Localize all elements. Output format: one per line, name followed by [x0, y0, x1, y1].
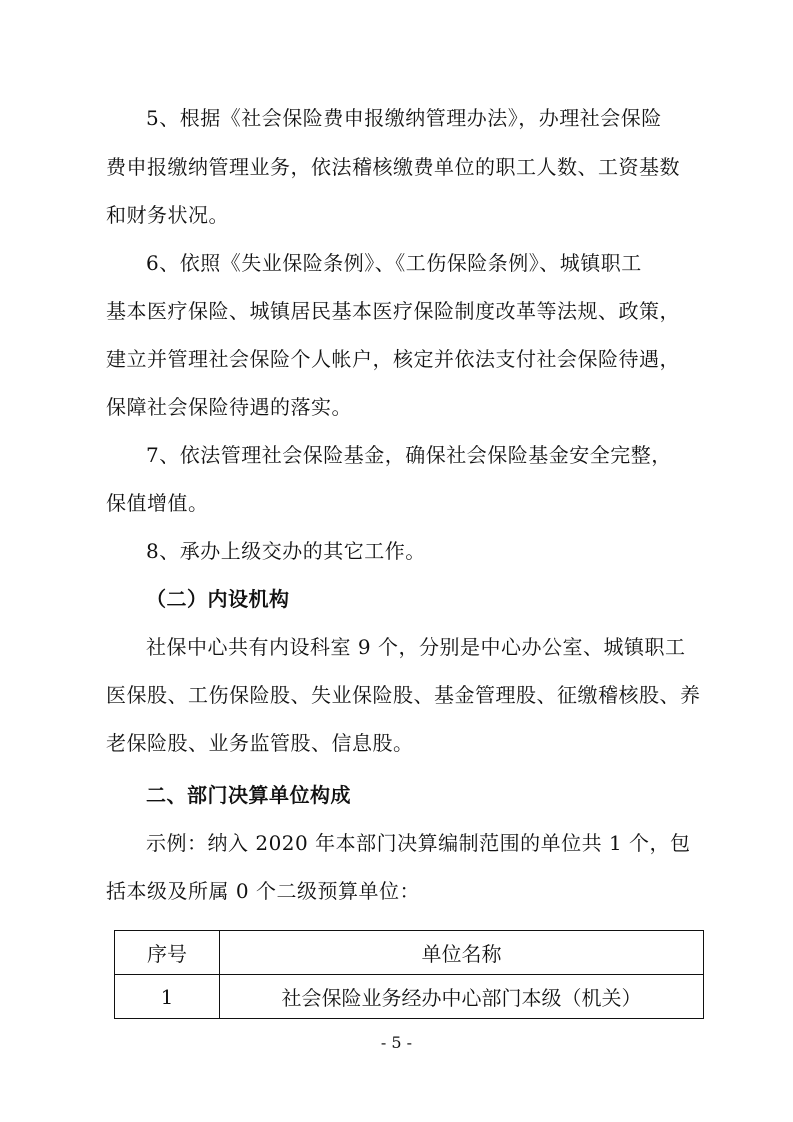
part-heading-unit-composition: 二、部门决算单位构成: [146, 783, 351, 807]
item-5-line-3: 和财务状况。: [106, 203, 229, 227]
section-2-line-2: 医保股、工伤保险股、失业保险股、基金管理股、征缴稽核股、养: [106, 683, 701, 707]
item-5-line-2: 费申报缴纳管理业务，依法稽核缴费单位的职工人数、工资基数: [106, 155, 680, 179]
page-number: - 5 -: [380, 1033, 413, 1052]
cell-unit-name: 社会保险业务经办中心部门本级（机关）: [220, 975, 704, 1019]
section-2-line-1: 社保中心共有内设科室 9 个，分别是中心办公室、城镇职工: [146, 635, 686, 659]
units-table: [114, 930, 704, 1019]
item-6-line-1: 6、依照《失业保险条例》、《工伤保险条例》、城镇职工: [146, 251, 642, 275]
item-8-line-1: 8、承办上级交办的其它工作。: [146, 539, 426, 563]
section-2-line-3: 老保险股、业务监管股、信息股。: [106, 731, 414, 755]
section-heading-internal-structure: （二）内设机构: [146, 587, 290, 611]
header-serial-number: 序号: [115, 931, 220, 975]
table-row: [115, 975, 704, 1019]
item-6-line-4: 保障社会保险待遇的落实。: [106, 395, 352, 419]
item-7-line-2: 保值增值。: [106, 491, 209, 515]
part-2-line-2: 括本级及所属 0 个二级预算单位：: [106, 879, 420, 903]
cell-serial-number: 1: [115, 975, 220, 1019]
item-5-line-1: 5、根据《社会保险费申报缴纳管理办法》，办理社会保险: [146, 106, 662, 130]
item-7-line-1: 7、依法管理社会保险基金，确保社会保险基金安全完整，: [146, 443, 672, 467]
item-6-line-2: 基本医疗保险、城镇居民基本医疗保险制度改革等法规、政策，: [106, 299, 680, 323]
header-unit-name: 单位名称: [220, 931, 704, 975]
item-6-line-3: 建立并管理社会保险个人帐户，核定并依法支付社会保险待遇，: [106, 347, 680, 371]
table-header-row: [115, 931, 704, 975]
part-2-line-1: 示例：纳入 2020 年本部门决算编制范围的单位共 1 个，包: [146, 831, 691, 855]
